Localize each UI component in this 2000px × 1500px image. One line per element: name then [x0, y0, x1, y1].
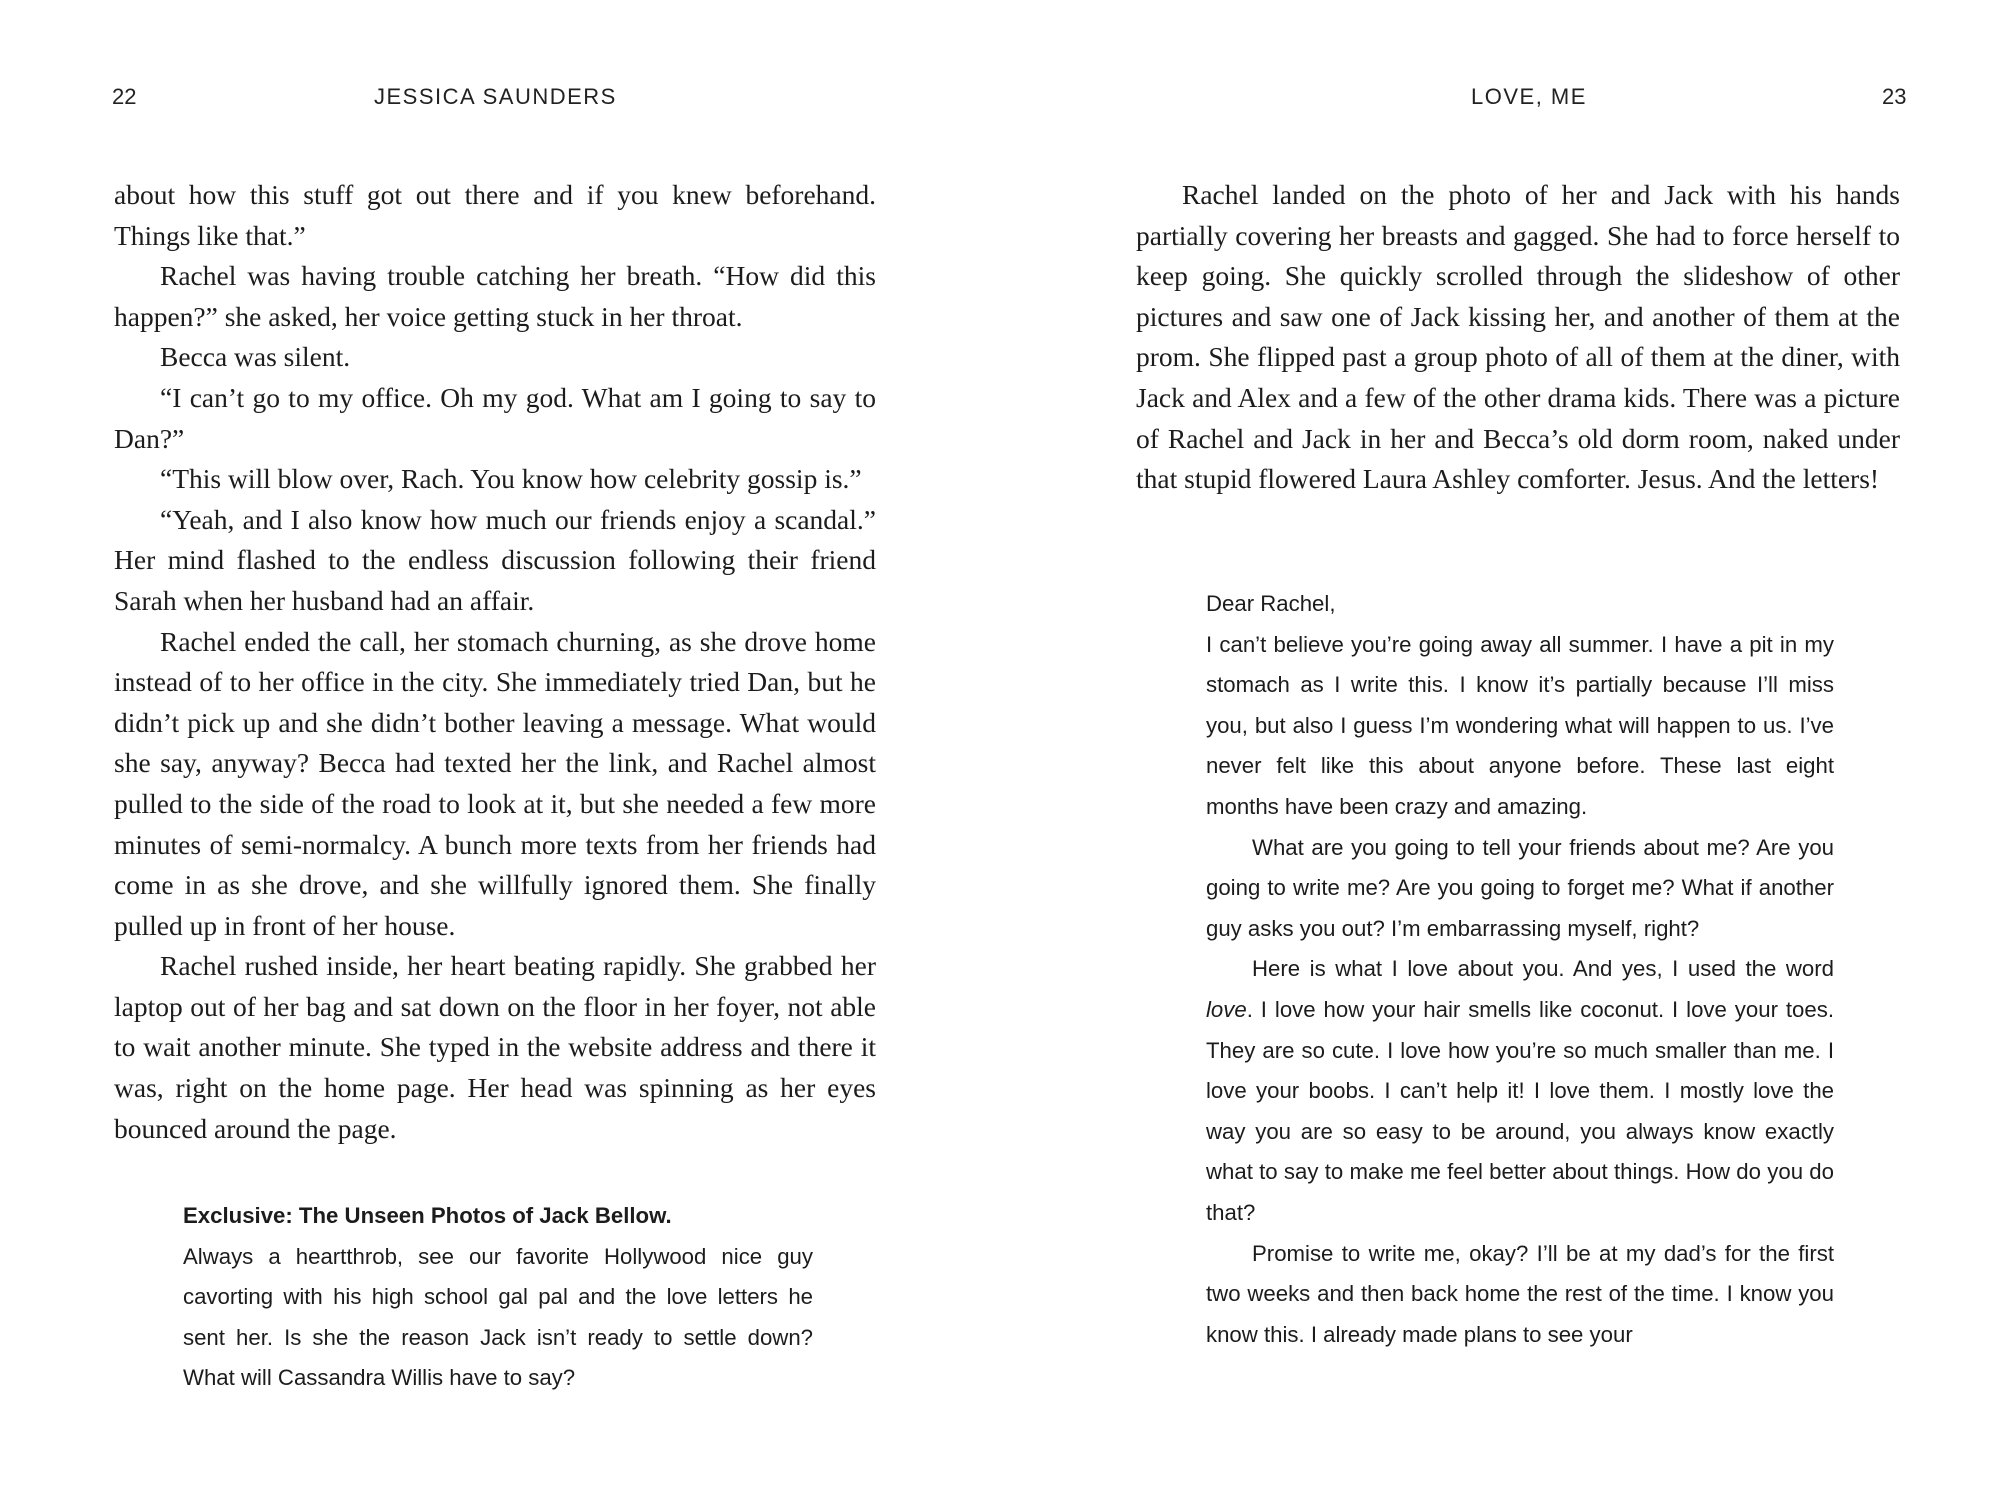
letter-text: Here is what I love about you. And yes, I used the word — [1252, 956, 1834, 982]
letter-paragraph — [1206, 949, 1834, 1233]
right-page — [1000, 0, 2000, 1500]
running-head-title: LOVE, ME — [1471, 84, 1587, 109]
paragraph: Rachel rushed inside, her heart beating rapidly. She grabbed her laptop out of her bag and sat down on the floor in her foyer, not able to wait another minute. She typed in the website address and there it was, right on the home page. Her head was spinning as her eyes bounced around the page. — [114, 950, 876, 1144]
paragraph: “Yeah, and I also know how much our friends enjoy a scandal.” Her mind flashed to the endless discussion following their friend Sarah when her husband had an affair. — [114, 503, 876, 616]
page-number-right: 23 — [1882, 84, 1907, 109]
paragraph: Becca was silent. — [160, 341, 351, 373]
paragraph: Rachel was having trouble catching her breath. “How did this happen?” she asked, her voice getting stuck in her throat. — [114, 260, 876, 332]
paragraph: “I can’t go to my office. Oh my god. What am I going to say to Dan?” — [114, 381, 876, 454]
right-body-text — [1136, 175, 1900, 500]
left-body-text — [114, 175, 876, 1149]
letter-paragraph: What are you going to tell your friends about me? Are you going to write me? Are you going to forget me? What if another guy asks you out? I’m embarrassing myself, right? — [1206, 834, 1834, 941]
paragraph: Rachel ended the call, her stomach churning, as she drove home instead of to her office in the city. She immediately tried Dan, but he didn’t pick up and she didn’t bother leaving a message. What would she say, anyway? Becca had texted her the link, and Rachel almost pulled to the side of the road to look at it, but she needed a few more minutes of semi-normalcy. A bunch more texts from her friends had come in as she drove, and she willfully ignored them. She finally pulled up in front of her house. — [114, 625, 876, 941]
letter-paragraph: I can’t believe you’re going away all summer. I have a pit in my stomach as I write this. I know it’s partially because I’ll miss you, but also I guess I’m wondering what will happen to us. I’ve never felt like this about anyone before. These last eight months have been crazy and amazing. — [1206, 631, 1834, 819]
letter-text: . I love how your hair smells like coconut. I love your toes. They are so cute. I love how you’re so much smaller than me. I love your boobs. I can’t help it! I love them. I mostly love the way you are so easy to be around, you always know exactly what to say to make me feel better about things. How do you do that? — [1206, 996, 1834, 1225]
running-head-author: JESSICA SAUNDERS — [374, 84, 617, 109]
paragraph: “This will blow over, Rach. You know how celebrity gossip is.” — [160, 463, 862, 495]
letter-emphasis: love — [1206, 996, 1247, 1022]
love-letter — [1206, 584, 1834, 1355]
paragraph: about how this stuff got out there and if you knew beforehand. Things like that.” — [114, 179, 876, 251]
letter-paragraph: Promise to write me, okay? I’ll be at my dad’s for the first two weeks and then back home the rest of the time. I know you know this. I already made plans to see your — [1206, 1240, 1834, 1347]
paragraph: Rachel landed on the photo of her and Jack with his hands partially covering her breasts and gagged. She had to force herself to keep going. She quickly scrolled through the slideshow of other pictures and saw one of Jack kissing her, and another of them at the prom. She flipped past a group photo of all of them at the diner, with Jack and Alex and a few of the other drama kids. There was a picture of Rachel and Jack in her and Becca’s old dorm room, naked under that stupid flowered Laura Ashley comforter. Jesus. And the letters! — [1136, 179, 1900, 495]
letter-salutation: Dear Rachel, — [1206, 591, 1336, 616]
article-teaser: Always a heartthrob, see our favorite Hollywood nice guy cavorting with his high school gal pal and the love letters he sent her. Is she the reason Jack isn’t ready to settle down? What will Cassandra Willis have to say? — [183, 1243, 813, 1391]
page-number-left: 22 — [112, 84, 137, 109]
article-excerpt — [183, 1196, 813, 1399]
article-headline: Exclusive: The Unseen Photos of Jack Bellow. — [183, 1203, 672, 1228]
